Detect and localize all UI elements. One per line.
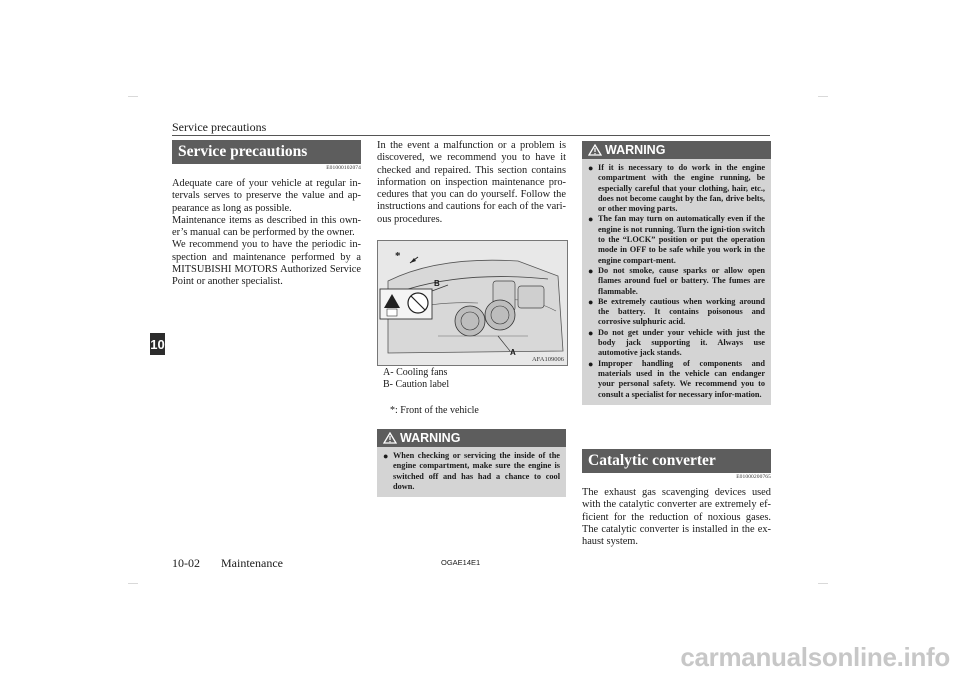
figure-legend [383,367,566,391]
bullet-icon: ● [588,296,594,307]
warning-item [588,297,765,328]
engine-illustration [378,241,567,365]
warning-header [377,429,566,447]
warning-item [588,214,765,265]
warning-text: The fan may turn on automatically even if the engine is not running. Turn the igni-tion switch to the “LOCK” position or put the operation mode in OFF to be safe while you work in the engine compart-ment. [598,214,765,265]
bullet-icon: ● [383,451,389,461]
paragraph: We recommend you to have the periodic in-spection and maintenance performed by a MITSUBISHI MOTORS Authorized Service Point or another specialist. [172,239,361,288]
legend-text: Cooling fans [396,367,448,378]
figure-footnote: *: Front of the vehicle [390,405,479,416]
legend-item [383,379,566,391]
section-catalytic-converter [582,449,771,548]
figure-label-star: * [395,250,401,262]
chapter-tab: 10 [150,333,165,355]
warning-triangle-icon [588,144,602,156]
bullet-icon: ● [588,163,594,173]
warning-header [582,141,771,159]
legend-item [383,367,566,379]
bullet-icon: ● [588,265,594,276]
warning-title: WARNING [605,143,666,157]
section-code: E01000102074 [326,165,361,171]
warning-item [588,328,765,359]
warning-list [377,447,566,497]
crop-mark [128,583,138,584]
warning-text: When checking or servicing the inside of the engine compartment, make sure the engine is switched off and has had a chance to cool down. [393,451,560,491]
paragraph: Maintenance items as described in this own-er’s manual can be performed by the owner. [172,214,361,239]
intro-paragraph: In the event a malfunction or a problem is discovered, we recommend you to have it checked and repaired. This section contains information on inspection maintenance pro-cedures that you can do yourself. Follow the instructions and cautions for each of the vari-ous procedures. [377,140,566,225]
header-rule [172,135,770,136]
warning-item [588,266,765,297]
section-service-precautions [172,140,361,289]
legend-key: B- [383,379,393,390]
warning-triangle-icon [383,432,397,444]
legend-key: A- [383,367,394,378]
figure-label-b: B [434,279,440,288]
section-title: Catalytic converter [582,449,771,473]
warning-box-engine-running [582,141,771,405]
bullet-icon: ● [588,214,594,225]
warning-text: Be extremely cautious when working around the battery. It contains poisonous and corrosive sulphuric acid. [598,296,765,327]
warning-list [582,159,771,405]
figure-label-a: A [510,348,516,357]
crop-mark [818,96,828,97]
warning-box-engine-off [377,429,566,497]
warning-item [588,163,765,214]
bullet-icon: ● [588,358,594,369]
section-title: Service precautions [172,140,361,164]
warning-text: If it is necessary to do work in the engine compartment with the engine running, be especially careful that your clothing, hair, etc., does not become caught by the fan, drive belts, or other moving parts. [598,163,765,214]
section-body [172,178,361,289]
warning-item [588,359,765,400]
warning-text: Improper handling of components and materials used in the vehicle can endanger your personal safety. We recommend you to consult a specialist for necessary infor-mation. [598,358,765,399]
document-code: OGAE14E1 [441,558,481,567]
paragraph: Adequate care of your vehicle at regular in-tervals serves to preserve the value and ap-pearance as long as possible. [172,178,361,214]
crop-mark [818,583,828,584]
section-body: The exhaust gas scavenging devices used with the catalytic converter are extremely ef-ficient for the reduction of noxious gases. The catalytic converter is installed in the ex-haust system. [582,487,771,548]
figure-id: AFA109006 [531,356,564,363]
section-code: E01000200765 [736,474,771,480]
warning-text: Do not smoke, cause sparks or allow open flames around fuel or battery. The fumes are flammable. [598,265,765,296]
running-header: Service precautions [172,120,267,134]
warning-text: Do not get under your vehicle with just the body jack supporting it. Always use automotive jack stands. [598,327,765,358]
chapter-name: Maintenance [221,556,283,570]
engine-compartment-figure [377,240,568,366]
bullet-icon: ● [588,327,594,338]
warning-item [383,451,560,492]
watermark: carmanualsonline.info [680,642,950,672]
page-number: 10-02 [172,556,200,570]
warning-title: WARNING [400,431,461,445]
legend-text: Caution label [395,379,450,390]
crop-mark [128,96,138,97]
